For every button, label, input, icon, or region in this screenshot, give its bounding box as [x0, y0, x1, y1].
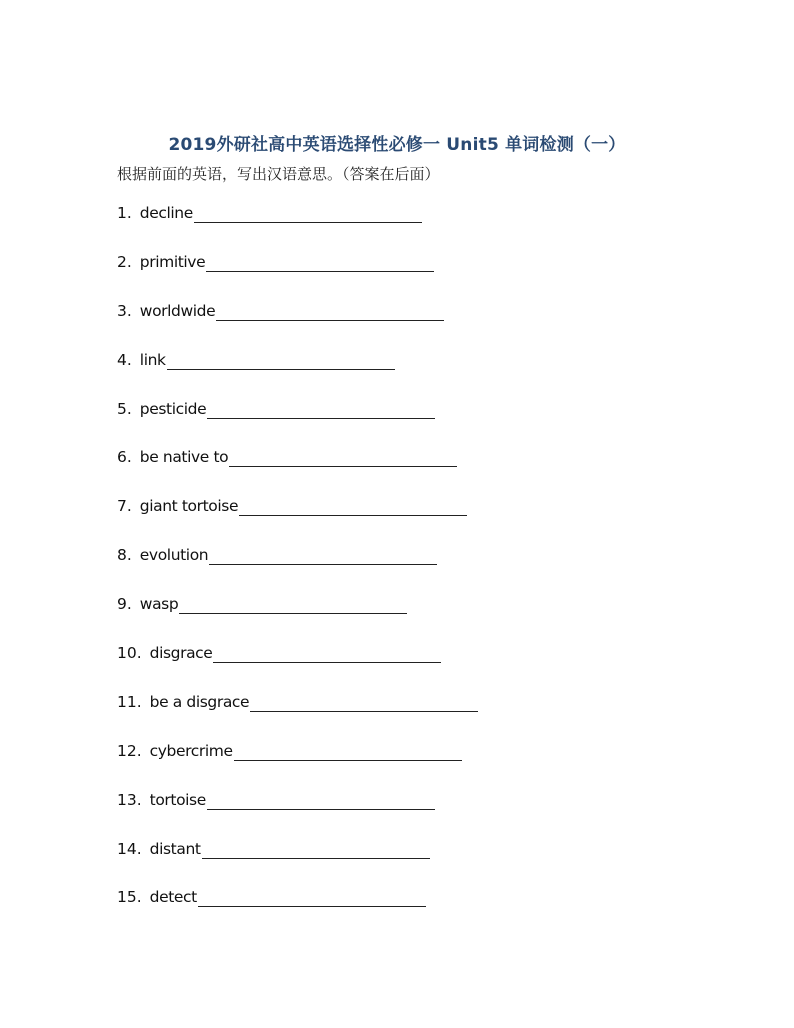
- answer-blank[interactable]: [202, 840, 430, 859]
- answer-blank[interactable]: [250, 693, 478, 712]
- item-number: 5.: [117, 399, 132, 418]
- answer-blank[interactable]: [198, 888, 426, 907]
- answer-blank[interactable]: [179, 595, 407, 614]
- item-number: 8.: [117, 546, 132, 565]
- answer-blank[interactable]: [234, 742, 462, 761]
- answer-blank[interactable]: [229, 448, 457, 467]
- answer-blank[interactable]: [207, 791, 435, 810]
- answer-blank[interactable]: [194, 204, 422, 223]
- list-item: [117, 791, 677, 840]
- item-word: disgrace: [149, 644, 213, 663]
- list-item: [117, 595, 677, 644]
- item-number: 9.: [117, 595, 132, 614]
- item-word: worldwide: [139, 301, 216, 320]
- item-number: 7.: [117, 497, 132, 516]
- list-item: [117, 302, 677, 351]
- answer-blank[interactable]: [207, 400, 435, 419]
- item-word: link: [139, 350, 166, 369]
- item-word: evolution: [139, 546, 209, 565]
- list-item: [117, 204, 677, 253]
- item-word: pesticide: [139, 399, 207, 418]
- item-word: decline: [139, 204, 193, 222]
- list-item: [117, 351, 677, 400]
- item-number: 2.: [117, 252, 132, 271]
- item-word: detect: [149, 888, 197, 907]
- item-word: giant tortoise: [139, 497, 239, 516]
- answer-blank[interactable]: [213, 644, 441, 663]
- answer-blank[interactable]: [216, 302, 444, 321]
- item-word: be a disgrace: [149, 692, 250, 711]
- item-number: 15.: [117, 888, 142, 907]
- item-number: 13.: [117, 790, 142, 809]
- list-item: [117, 888, 677, 937]
- vocabulary-list: [117, 204, 677, 937]
- item-number: 12.: [117, 741, 142, 760]
- item-number: 14.: [117, 839, 142, 858]
- item-number: 4.: [117, 350, 132, 369]
- item-word: cybercrime: [149, 741, 233, 760]
- page-title: 2019外研社高中英语选择性必修一 Unit5 单词检测（一）: [168, 135, 626, 155]
- list-item: [117, 693, 677, 742]
- answer-blank[interactable]: [239, 497, 467, 516]
- list-item: [117, 400, 677, 449]
- list-item: [117, 497, 677, 546]
- item-word: tortoise: [149, 790, 206, 809]
- answer-blank[interactable]: [206, 253, 434, 272]
- item-word: distant: [149, 839, 201, 858]
- list-item: [117, 448, 677, 497]
- item-word: wasp: [139, 595, 179, 614]
- list-item: [117, 742, 677, 791]
- list-item: [117, 546, 677, 595]
- answer-blank[interactable]: [167, 351, 395, 370]
- list-item: [117, 840, 677, 889]
- item-number: 11.: [117, 692, 142, 711]
- instructions-text: 根据前面的英语，写出汉语意思。（答案在后面）: [117, 165, 440, 183]
- item-number: 6.: [117, 448, 132, 467]
- answer-blank[interactable]: [209, 546, 437, 565]
- item-number: 1.: [117, 204, 132, 222]
- list-item: [117, 253, 677, 302]
- item-word: be native to: [139, 448, 229, 467]
- item-number: 10.: [117, 644, 142, 663]
- item-word: primitive: [139, 252, 206, 271]
- item-number: 3.: [117, 301, 132, 320]
- list-item: [117, 644, 677, 693]
